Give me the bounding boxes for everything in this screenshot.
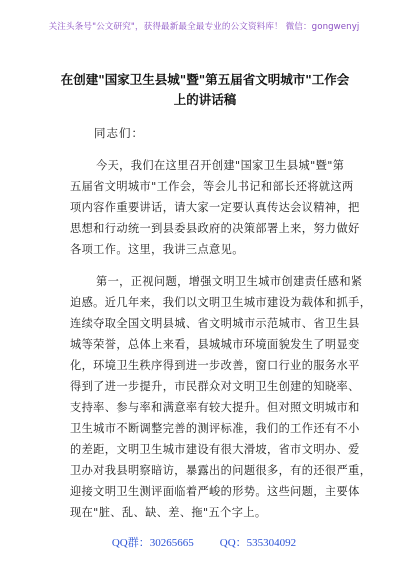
footer-qq-number: QQ：535304092 xyxy=(219,537,297,549)
paragraph-2-line: 化，环境卫生秩序得到进一步改善，窗口行业的服务水平 xyxy=(70,359,360,372)
paragraph-2-line: 的差距，文明卫生城市建设有很大滑坡，省市文明办、爱 xyxy=(70,443,360,456)
paragraph-1-line: 五届省文明城市"工作会，等会儿书记和部长还将就这两 xyxy=(70,180,354,193)
paragraph-1-line: 今天，我们在这里召开创建"国家卫生县城"暨"第 xyxy=(96,159,345,172)
footer-qq-group: QQ群：30265665 xyxy=(111,537,194,549)
paragraph-1-line: 各项工作。这里，我讲三点意见。 xyxy=(70,243,244,256)
paragraph-1-line: 思想和行动统一到县委县政府的决策部署上来，努力做好 xyxy=(70,222,360,235)
paragraph-2-line: 迫感。近几年来，我们以文明卫生城市建设为载体和抓手， xyxy=(70,296,372,309)
paragraph-2-line: 第一，正视问题，增强文明卫生城市创建责任感和紧 xyxy=(96,275,363,288)
paragraph-2-line: 城等荣誉，总体上来看，县城城市环境面貌发生了明显变 xyxy=(70,338,360,351)
footer-contacts xyxy=(0,534,408,550)
paragraph-2-line: 连续夺取全国文明县城、省文明城市示范城市、省卫生县 xyxy=(70,317,360,330)
document-title-line-1: 在创建"国家卫生县城"暨"第五届省文明城市"工作会 xyxy=(60,72,350,87)
header-banner: 关注头条号"公文研究"，获得最新最全最专业的公文资料库！ 微信：gongwenyj xyxy=(48,22,360,32)
paragraph-2-line: 卫办对我县明察暗访，暴露出的问题很多，有的还很严重， xyxy=(70,464,372,477)
paragraph-2-line: 现在"脏、乱、缺、差、拖"五个字上。 xyxy=(70,506,267,519)
paragraph-1-line: 项内容作重要讲话，请大家一定要认真传达会议精神，把 xyxy=(70,201,360,214)
salutation: 同志们： xyxy=(94,126,144,140)
paragraph-2-line: 得到了进一步提升，市民群众对文明卫生创建的知晓率、 xyxy=(70,380,360,393)
paragraph-2-line: 支持率、参与率和满意率有较大提升。但对照文明城市和 xyxy=(70,401,360,414)
document-title-line-2: 上的讲话稿 xyxy=(173,92,237,107)
paragraph-2-line: 卫生城市不断调整完善的测评标准，我们的工作还有不小 xyxy=(70,422,360,435)
paragraph-2-line: 迎接文明卫生测评面临着严峻的形势。这些问题，主要体 xyxy=(70,485,360,498)
